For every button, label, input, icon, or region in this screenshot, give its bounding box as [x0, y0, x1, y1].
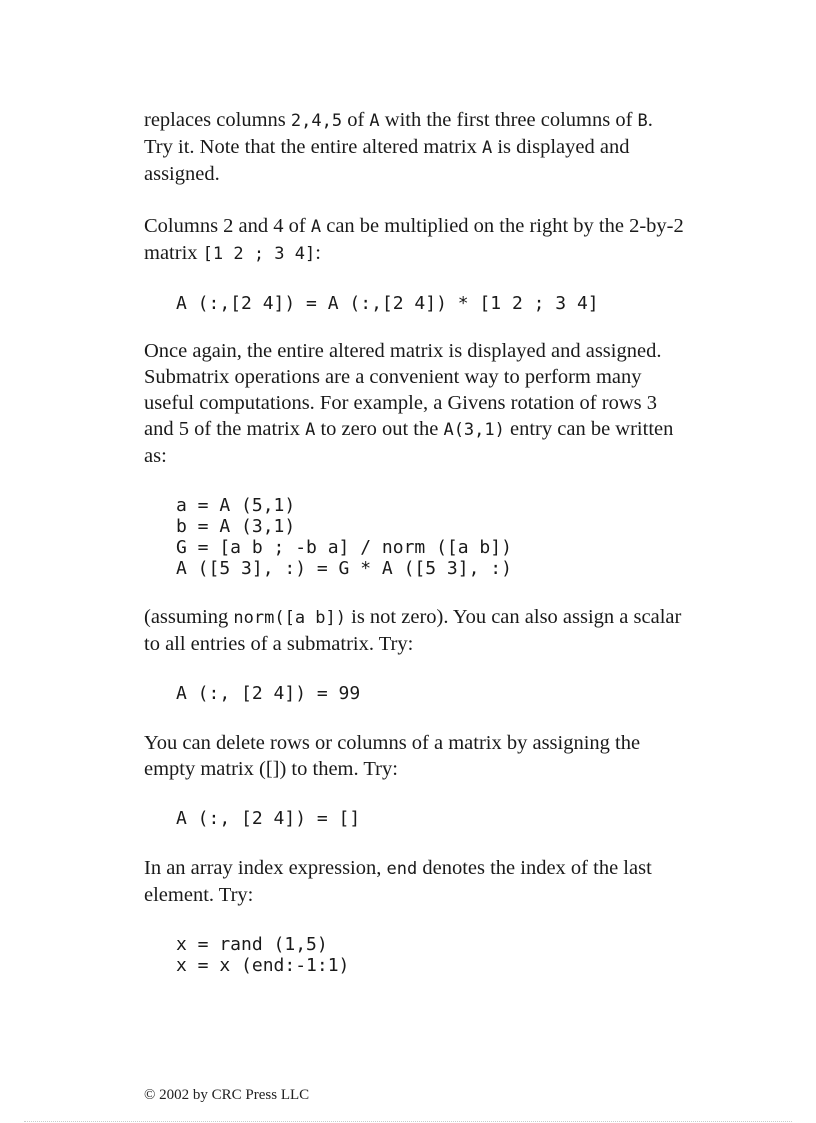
code-block-multiply: A (:,[2 4]) = A (:,[2 4]) * [1 2 ; 3 4] [176, 293, 599, 314]
paragraph-end-index [144, 855, 684, 908]
code-inline: 2,4,5 [290, 111, 343, 131]
text: You can delete rows or columns of a matrix by assigning the empty matrix ([]) to them. Try: [144, 732, 641, 780]
text: : [315, 242, 321, 264]
code-block-reverse: x = rand (1,5) x = x (end:-1:1) [176, 934, 350, 976]
copyright-footer: © 2002 by CRC Press LLC [144, 1087, 310, 1103]
code-inline: norm([a b]) [233, 608, 346, 628]
code-inline: A [369, 111, 380, 131]
text: Columns 2 and 4 of [144, 215, 311, 237]
code-inline: end [386, 859, 418, 879]
code-inline: B [637, 111, 648, 131]
text: with the first three columns of [379, 109, 638, 131]
text: (assuming [144, 606, 234, 628]
paragraph-multiply-columns [144, 213, 684, 267]
text: In an array index expression, [144, 857, 387, 879]
text: can be multiplied on the right by the 2-by-2 matrix [144, 215, 684, 264]
text: entry can be written as: [144, 418, 674, 467]
code-block-givens: a = A (5,1) b = A (3,1) G = [a b ; -b a] / norm ([a b]) A ([5 3], :) = G * A ([5 3], :) [176, 495, 512, 579]
code-inline: A [305, 420, 316, 440]
text: . Try it. Note that the entire altered matrix [144, 109, 653, 158]
page-body [144, 107, 684, 976]
text: of [342, 109, 370, 131]
text: is displayed and assigned. [144, 136, 630, 185]
paragraph-assign-scalar [144, 604, 684, 657]
paragraph-replace-columns [144, 107, 684, 187]
code-inline: A [481, 138, 493, 158]
code-block-assign-scalar: A (:, [2 4]) = 99 [176, 683, 361, 704]
code-inline: A(3,1) [443, 420, 505, 440]
code-inline: A [310, 217, 322, 237]
text: Once again, the entire altered matrix is displayed and assigned. Submatrix operations are a convenient way to perform many useful computations. For example, a Givens rotation of rows 3 and 5 of the matrix [144, 340, 662, 440]
paragraph-givens-rotation [144, 338, 684, 469]
text: is not zero). You can also assign a scalar to all entries of a submatrix. Try: [144, 606, 682, 655]
text: denotes the index of the last element. Try: [144, 857, 652, 906]
code-block-delete: A (:, [2 4]) = [] [176, 808, 361, 829]
page-divider [24, 1121, 792, 1122]
paragraph-delete-columns [144, 730, 684, 782]
text: to zero out the [315, 418, 444, 440]
code-inline: [1 2 ; 3 4] [202, 244, 316, 264]
text: replaces columns [144, 109, 291, 131]
